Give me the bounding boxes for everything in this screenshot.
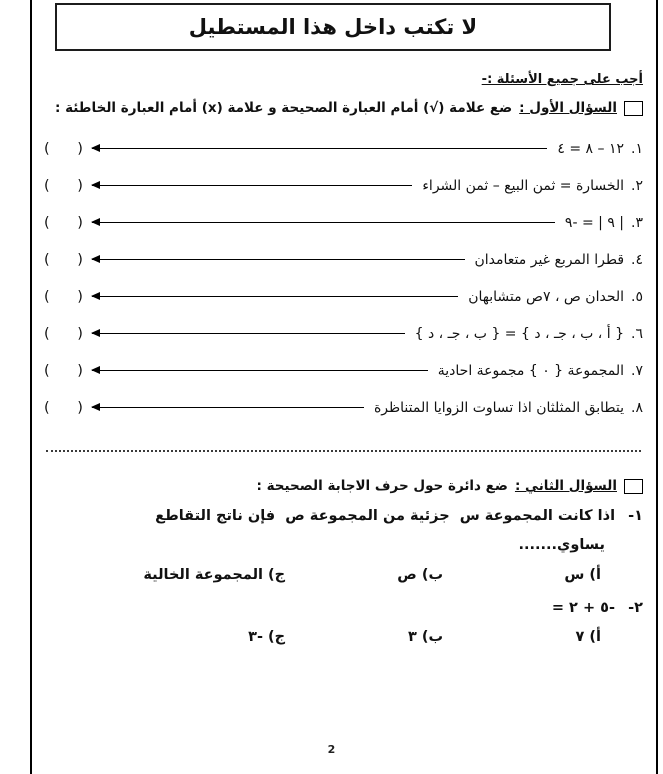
true-false-item-7 bbox=[44, 352, 643, 389]
answer-slot: ( ) bbox=[44, 214, 83, 231]
item-text: المجموعة { ٠ } مجموعة احادية bbox=[437, 362, 625, 379]
question1-header bbox=[44, 100, 643, 116]
mcq2-option-c: ج) -٣ bbox=[248, 629, 286, 645]
multiple-choice-section bbox=[44, 508, 643, 645]
mcq2-option-b: ب) ٣ bbox=[407, 629, 444, 645]
answer-slot: ( ) bbox=[44, 251, 83, 268]
true-false-item-6 bbox=[44, 315, 643, 352]
question1-title: السؤال الأول : bbox=[519, 100, 617, 116]
true-false-item-1 bbox=[44, 130, 643, 167]
question2-marker-box bbox=[624, 479, 643, 494]
true-false-item-8 bbox=[44, 389, 643, 426]
mcq1-continuation: يساوي....... bbox=[518, 537, 605, 553]
answer-slot: ( ) bbox=[44, 288, 83, 305]
answer-all-instruction: أجب على جميع الأسئلة :- bbox=[481, 72, 643, 87]
item-text: ١٢ – ٨ = ٤ bbox=[557, 140, 625, 157]
mcq1-question bbox=[44, 508, 643, 524]
page-number: 2 bbox=[327, 743, 336, 756]
true-false-item-3 bbox=[44, 204, 643, 241]
answer-arrow-line bbox=[92, 222, 555, 223]
dotted-separator bbox=[46, 450, 641, 452]
item-number: ٦. bbox=[631, 325, 643, 342]
answer-slot: ( ) bbox=[44, 362, 83, 379]
answer-arrow-line bbox=[92, 370, 428, 371]
mcq1-options bbox=[44, 567, 643, 583]
item-number: ٧. bbox=[631, 362, 643, 379]
mcq1-option-b: ب) ص bbox=[397, 567, 444, 583]
true-false-item-4 bbox=[44, 241, 643, 278]
item-text: الخسارة = ثمن البيع – ثمن الشراء bbox=[422, 177, 625, 194]
item-text: الحدان ص ، ٧ص متشابهان bbox=[468, 288, 625, 305]
item-text: { أ ، ب ، جـ ، د } = { ب ، جـ ، د } bbox=[414, 325, 625, 342]
worksheet-content bbox=[44, 72, 643, 662]
answer-arrow-line bbox=[92, 185, 412, 186]
item-text: قطرا المربع غير متعامدان bbox=[474, 251, 625, 268]
question1-instruction: ضع علامة (√) أمام العبارة الصحيحة و علامة (x) أمام العبارة الخاطئة : bbox=[55, 100, 513, 116]
mcq1-option-a: أ) س bbox=[564, 567, 601, 583]
item-number: ٨. bbox=[631, 399, 643, 416]
item-text: يتطابق المثلثان اذا تساوت الزوايا المتناظرة bbox=[373, 399, 625, 416]
item-number: ٣. bbox=[631, 214, 643, 231]
true-false-item-5 bbox=[44, 278, 643, 315]
mcq2-question bbox=[44, 600, 643, 616]
question2-title: السؤال الثاني : bbox=[514, 478, 617, 494]
item-number: ٤. bbox=[631, 251, 643, 268]
mcq2-option-a: أ) ٧ bbox=[575, 629, 601, 645]
answer-arrow-line bbox=[92, 296, 458, 297]
mcq1-option-c: ج) المجموعة الخالية bbox=[143, 567, 286, 583]
mcq2-text: -٥ + ٢ = bbox=[551, 600, 616, 616]
true-false-item-2 bbox=[44, 167, 643, 204]
item-number: ٢. bbox=[631, 177, 643, 194]
true-false-items bbox=[44, 130, 643, 426]
answer-arrow-line bbox=[92, 148, 547, 149]
answer-slot: ( ) bbox=[44, 399, 83, 416]
question1-marker-box bbox=[624, 101, 643, 116]
answer-arrow-line bbox=[92, 407, 364, 408]
item-number: ١. bbox=[631, 140, 643, 157]
answer-arrow-line bbox=[92, 333, 405, 334]
answer-slot: ( ) bbox=[44, 325, 83, 342]
do-not-write-text: لا تكتب داخل هذا المستطيل bbox=[188, 15, 478, 39]
question2-instruction: ضع دائرة حول حرف الاجابة الصحيحة : bbox=[256, 478, 508, 494]
mcq1-number: ١- bbox=[628, 508, 643, 524]
answer-slot: ( ) bbox=[44, 177, 83, 194]
answer-slot: ( ) bbox=[44, 140, 83, 157]
mcq2-options bbox=[44, 629, 643, 645]
question2-header bbox=[44, 478, 643, 494]
mcq1-text: اذا كانت المجموعة س جزئية من المجموعة ص فإن ناتج التقاطع bbox=[155, 508, 616, 524]
mcq2-number: ٢- bbox=[628, 600, 643, 616]
item-text: | ٩ | = -٩ bbox=[564, 214, 625, 231]
answer-arrow-line bbox=[92, 259, 465, 260]
item-number: ٥. bbox=[631, 288, 643, 305]
do-not-write-box bbox=[55, 3, 611, 51]
